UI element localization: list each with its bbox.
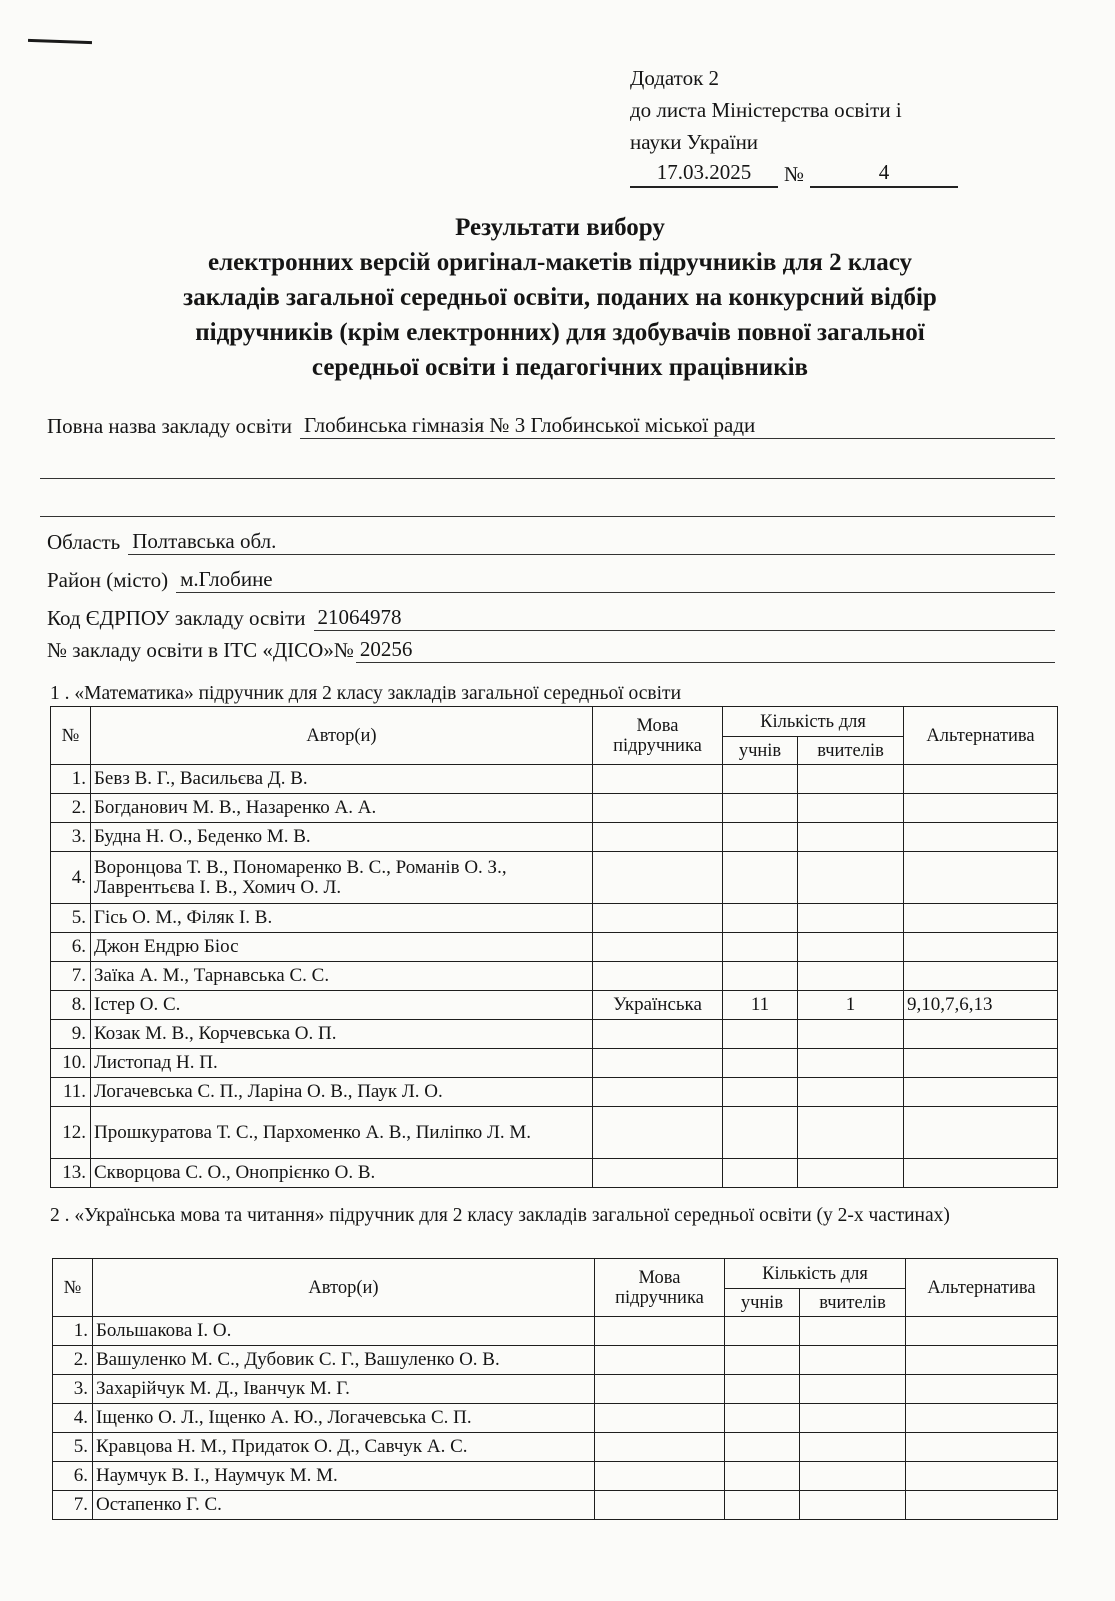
row-alternative [906, 1317, 1058, 1346]
row-language [595, 1317, 725, 1346]
row-students [723, 1159, 798, 1188]
row-number: 4. [53, 1404, 93, 1433]
title-line-5: середньої освіти і педагогічних працівників [311, 354, 809, 381]
row-students [725, 1375, 800, 1404]
row-authors: Козак М. В., Корчевська О. П. [91, 1020, 593, 1049]
row-students [725, 1317, 800, 1346]
header-num: № [53, 1259, 93, 1317]
row-alternative [904, 933, 1058, 962]
row-alternative: 9,10,7,6,13 [904, 991, 1058, 1020]
row-language [595, 1462, 725, 1491]
header-alternative: Альтернатива [906, 1259, 1058, 1317]
table-row [51, 1020, 1058, 1049]
row-alternative [904, 904, 1058, 933]
row-teachers [800, 1433, 906, 1462]
table-row [53, 1491, 1058, 1520]
row-teachers [800, 1462, 906, 1491]
table-row [51, 765, 1058, 794]
row-authors: Листопад Н. П. [91, 1049, 593, 1078]
section-2-heading: 2 . «Українська мова та читання» підручник для 2 класу закладів загальної середньої освіти (у 2-х частинах) [50, 1205, 950, 1226]
row-teachers [798, 852, 904, 904]
region-value: Полтавська обл. [128, 528, 1055, 555]
table-row [51, 1107, 1058, 1159]
district-label: Район (місто) [47, 568, 169, 592]
row-students [723, 852, 798, 904]
row-students [723, 1020, 798, 1049]
header-students: учнів [723, 737, 798, 765]
district-value: м.Глобине [176, 566, 1055, 593]
edrpou-value: 21064978 [314, 604, 1056, 631]
row-teachers [798, 1078, 904, 1107]
header-alternative: Альтернатива [904, 707, 1058, 765]
row-number: 8. [51, 991, 91, 1020]
row-students: 11 [723, 991, 798, 1020]
row-teachers [800, 1491, 906, 1520]
row-authors: Будна Н. О., Беденко М. В. [91, 823, 593, 852]
row-number: 10. [51, 1049, 91, 1078]
table-row [51, 1159, 1058, 1188]
row-students [723, 962, 798, 991]
row-alternative [906, 1462, 1058, 1491]
row-language [595, 1404, 725, 1433]
row-students [723, 904, 798, 933]
row-language [595, 1346, 725, 1375]
row-teachers: 1 [798, 991, 904, 1020]
row-number: 12. [51, 1107, 91, 1159]
row-students [725, 1404, 800, 1433]
row-students [725, 1346, 800, 1375]
table-row [51, 933, 1058, 962]
ukrainian-textbooks-table [52, 1258, 1058, 1520]
row-number: 4. [51, 852, 91, 904]
row-language [593, 823, 723, 852]
row-alternative [904, 962, 1058, 991]
row-teachers [798, 1049, 904, 1078]
region-field [47, 528, 1055, 555]
appendix-number-sign: № [783, 162, 805, 186]
row-students [723, 1049, 798, 1078]
header-num: № [51, 707, 91, 765]
row-number: 3. [53, 1375, 93, 1404]
row-alternative [904, 852, 1058, 904]
header-quantity-for: Кількість для [725, 1259, 906, 1289]
table-row [51, 962, 1058, 991]
table-row [51, 904, 1058, 933]
title-line-3: закладів загальної середньої освіти, поданих на конкурсний відбір [183, 284, 937, 311]
document-title [40, 210, 1080, 385]
row-authors: Наумчук В. І., Наумчук М. М. [93, 1462, 595, 1491]
row-authors: Прошкуратова Т. С., Пархоменко А. В., Пиліпко Л. М. [91, 1107, 593, 1159]
header-language: Мова підручника [595, 1259, 725, 1317]
row-students [723, 933, 798, 962]
row-teachers [800, 1346, 906, 1375]
row-language [593, 1107, 723, 1159]
blank-line [40, 516, 1055, 517]
itc-field [47, 636, 1055, 663]
appendix-date: 17.03.2025 [630, 158, 778, 188]
table-row [51, 1049, 1058, 1078]
appendix-line-1: Додаток 2 [630, 66, 720, 90]
row-number: 5. [51, 904, 91, 933]
math-textbooks-table [50, 706, 1058, 1188]
edrpou-label: Код ЄДРПОУ закладу освіти [47, 606, 306, 630]
row-students [725, 1433, 800, 1462]
row-alternative [904, 1020, 1058, 1049]
row-alternative [906, 1433, 1058, 1462]
institution-field [47, 412, 1055, 439]
row-alternative [904, 1049, 1058, 1078]
region-label: Область [47, 530, 121, 554]
appendix-number: 4 [810, 158, 958, 188]
row-authors: Істер О. С. [91, 991, 593, 1020]
row-number: 7. [51, 962, 91, 991]
row-number: 2. [51, 794, 91, 823]
row-authors: Кравцова Н. М., Придаток О. Д., Савчук А. С. [93, 1433, 595, 1462]
row-number: 7. [53, 1491, 93, 1520]
row-teachers [798, 962, 904, 991]
row-language [595, 1491, 725, 1520]
table-row [53, 1404, 1058, 1433]
row-alternative [904, 794, 1058, 823]
row-teachers [798, 1020, 904, 1049]
row-language: Українська [593, 991, 723, 1020]
row-number: 9. [51, 1020, 91, 1049]
row-number: 5. [53, 1433, 93, 1462]
row-alternative [904, 1107, 1058, 1159]
row-authors: Логачевська С. П., Ларіна О. В., Паук Л. О. [91, 1078, 593, 1107]
table-row [51, 852, 1058, 904]
row-authors: Воронцова Т. В., Пономаренко В. С., Романів О. З., Лаврентьєва І. В., Хомич О. Л. [91, 852, 593, 904]
row-authors: Джон Ендрю Біос [91, 933, 593, 962]
row-authors: Остапенко Г. С. [93, 1491, 595, 1520]
institution-value: Глобинська гімназія № 3 Глобинської міської ради [300, 412, 1055, 439]
title-line-4: підручників (крім електронних) для здобувачів повної загальної [195, 319, 925, 346]
row-number: 1. [53, 1317, 93, 1346]
row-alternative [904, 823, 1058, 852]
row-language [593, 962, 723, 991]
row-authors: Богданович М. В., Назаренко А. А. [91, 794, 593, 823]
row-teachers [798, 933, 904, 962]
row-teachers [798, 904, 904, 933]
row-language [593, 765, 723, 794]
row-authors: Скворцова С. О., Онопрієнко О. В. [91, 1159, 593, 1188]
row-number: 3. [51, 823, 91, 852]
row-authors: Бевз В. Г., Васильєва Д. В. [91, 765, 593, 794]
blank-line [40, 478, 1055, 479]
row-number: 2. [53, 1346, 93, 1375]
row-teachers [800, 1317, 906, 1346]
title-line-2: електронних версій оригінал-макетів підручників для 2 класу [207, 249, 913, 276]
row-language [595, 1433, 725, 1462]
header-quantity-for: Кількість для [723, 707, 904, 737]
section-1-heading: 1 . «Математика» підручник для 2 класу закладів загальної середньої освіти [50, 683, 681, 704]
row-students [725, 1462, 800, 1491]
row-language [593, 1049, 723, 1078]
row-alternative [906, 1375, 1058, 1404]
row-number: 11. [51, 1078, 91, 1107]
row-authors: Захарійчук М. Д., Іванчук М. Г. [93, 1375, 595, 1404]
table-row [53, 1375, 1058, 1404]
row-teachers [800, 1404, 906, 1433]
row-number: 1. [51, 765, 91, 794]
row-teachers [798, 823, 904, 852]
row-alternative [904, 1078, 1058, 1107]
row-students [723, 1078, 798, 1107]
row-language [593, 852, 723, 904]
row-language [593, 933, 723, 962]
appendix-line-3: науки України [630, 130, 759, 154]
row-language [593, 1078, 723, 1107]
header-authors: Автор(и) [91, 707, 593, 765]
district-field [47, 566, 1055, 593]
row-students [723, 823, 798, 852]
row-alternative [904, 765, 1058, 794]
row-authors: Вашуленко М. С., Дубовик С. Г., Вашуленко О. В. [93, 1346, 595, 1375]
row-alternative [904, 1159, 1058, 1188]
row-students [725, 1491, 800, 1520]
row-language [593, 1159, 723, 1188]
table-row [51, 794, 1058, 823]
appendix-block [630, 62, 960, 188]
table-row [53, 1317, 1058, 1346]
row-alternative [906, 1404, 1058, 1433]
row-alternative [906, 1346, 1058, 1375]
header-authors: Автор(и) [93, 1259, 595, 1317]
row-teachers [798, 1107, 904, 1159]
table-row [53, 1346, 1058, 1375]
row-number: 6. [53, 1462, 93, 1491]
row-authors: Гісь О. М., Філяк І. В. [91, 904, 593, 933]
row-alternative [906, 1491, 1058, 1520]
row-students [723, 765, 798, 794]
table-row [51, 1078, 1058, 1107]
appendix-date-row [630, 158, 960, 188]
pen-mark [28, 39, 92, 44]
row-students [723, 1107, 798, 1159]
row-authors: Заїка А. М., Тарнавська С. С. [91, 962, 593, 991]
row-language [593, 1020, 723, 1049]
row-students [723, 794, 798, 823]
table-row [53, 1462, 1058, 1491]
row-teachers [798, 794, 904, 823]
table-row [51, 823, 1058, 852]
row-number: 6. [51, 933, 91, 962]
table-row [53, 1433, 1058, 1462]
row-teachers [800, 1375, 906, 1404]
institution-label: Повна назва закладу освіти [47, 414, 293, 438]
header-students: учнів [725, 1289, 800, 1317]
table-row [51, 991, 1058, 1020]
row-authors: Большакова І. О. [93, 1317, 595, 1346]
header-teachers: вчителів [798, 737, 904, 765]
edrpou-field [47, 604, 1055, 631]
itc-label: № закладу освіти в ІТС «ДІСО»№ [47, 638, 354, 662]
title-line-1: Результати вибору [455, 214, 665, 241]
row-teachers [798, 1159, 904, 1188]
row-authors: Іщенко О. Л., Іщенко А. Ю., Логачевська С. П. [93, 1404, 595, 1433]
row-language [595, 1375, 725, 1404]
row-language [593, 794, 723, 823]
row-teachers [798, 765, 904, 794]
row-language [593, 904, 723, 933]
itc-value: 20256 [356, 636, 1055, 663]
appendix-line-2: до листа Міністерства освіти і [630, 98, 902, 122]
row-number: 13. [51, 1159, 91, 1188]
header-language: Мова підручника [593, 707, 723, 765]
header-teachers: вчителів [800, 1289, 906, 1317]
